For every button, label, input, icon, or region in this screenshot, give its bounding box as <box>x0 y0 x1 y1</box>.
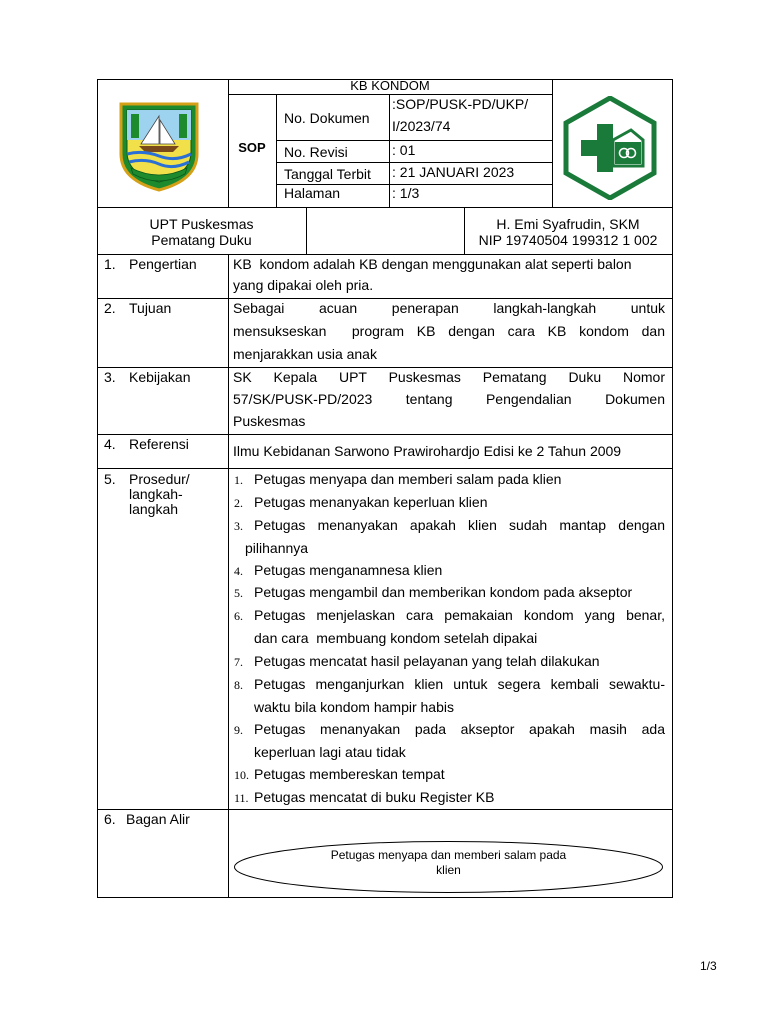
section-label: Prosedur/ <box>129 471 190 487</box>
issue-date-label: Tanggal Terbit <box>284 166 371 182</box>
section-text: mensukseskan program KB dengan cara KB kondom dan <box>233 323 665 339</box>
step-number: 5. <box>234 586 243 600</box>
doc-number-value: :SOP/PUSK-PD/UKP/ <box>392 96 529 112</box>
step-text: Petugas menanyakan apakah klien sudah mantap dengan <box>254 517 665 533</box>
step-number: 9. <box>234 723 243 737</box>
step-text: Petugas mengambil dan memberikan kondom pada akseptor <box>254 584 633 600</box>
section-label: Kebijakan <box>129 369 191 385</box>
section-number: 2. <box>104 300 116 316</box>
step-text: Petugas menganjurkan klien untuk segera kembali sewaktu- <box>254 676 665 692</box>
revision-value: : 01 <box>392 142 416 158</box>
section-number: 1. <box>104 256 116 272</box>
puskesmas-logo <box>563 96 657 200</box>
step-text: pilihannya <box>245 540 309 556</box>
section-text: KB kondom adalah KB dengan menggunakan alat seperti balon <box>233 256 632 272</box>
step-number: 4. <box>234 564 243 578</box>
revision-label: No. Revisi <box>284 144 348 160</box>
section-number: 5. <box>104 471 116 487</box>
section-label: Referensi <box>129 436 189 452</box>
section-text: Sebagai acuan penerapan langkah-langkah untuk <box>233 300 665 316</box>
signer-nip: NIP 19740504 199312 1 002 <box>478 232 658 248</box>
doc-number-label: No. Dokumen <box>284 110 370 126</box>
step-text: Petugas membereskan tempat <box>254 766 445 782</box>
step-number: 11. <box>234 791 249 805</box>
step-number: 10. <box>234 768 249 782</box>
step-text: Petugas menjelaskan cara pemakaian kondom yang benar, <box>254 607 665 623</box>
section-text: SK Kepala UPT Puskesmas Pematang Duku Nomor <box>233 369 665 385</box>
flowchart-start-node <box>233 840 664 894</box>
section-label: Bagan Alir <box>126 811 190 827</box>
section-text: Ilmu Kebidanan Sarwono Prawirohardjo Edisi ke 2 Tahun 2009 <box>233 443 622 459</box>
doc-title: KB KONDOM <box>350 78 430 93</box>
section-text: menjarakkan usia anak <box>233 346 377 362</box>
step-number: 2. <box>234 496 243 510</box>
step-number: 1. <box>234 473 243 487</box>
section-number: 3. <box>104 369 116 385</box>
org-name: UPT Puskesmas <box>149 216 254 232</box>
page-value: : 1/3 <box>392 185 420 201</box>
page-number: 1/3 <box>700 959 717 973</box>
section-text: Puskesmas <box>233 413 306 429</box>
section-label: langkah- <box>129 486 183 502</box>
section-label: Pengertian <box>129 256 197 272</box>
step-text: waktu bila kondom hampir habis <box>254 699 454 715</box>
section-text: 57/SK/PUSK-PD/2023 tentang Pengendalian Dokumen <box>233 391 665 407</box>
issue-date-value: : 21 JANUARI 2023 <box>392 164 515 180</box>
sop-label: SOP <box>238 140 266 155</box>
section-label: Tujuan <box>129 300 172 316</box>
section-number: 6. <box>104 811 116 827</box>
step-text: Petugas menanyakan keperluan klien <box>254 494 488 510</box>
section-number: 4. <box>104 436 116 452</box>
page-label: Halaman <box>284 185 341 201</box>
step-text: Petugas mencatat hasil pelayanan yang telah dilakukan <box>254 653 600 669</box>
step-number: 3. <box>234 519 243 533</box>
flowchart-node-text: klien <box>436 863 461 877</box>
step-text: keperluan lagi atau tidak <box>254 744 406 760</box>
step-text: Petugas menanyakan pada akseptor apakah masih ada <box>254 721 665 737</box>
regional-emblem-logo <box>119 102 199 192</box>
step-text: dan cara membuang kondom setelah dipakai <box>254 630 538 646</box>
section-label: langkah <box>129 501 179 517</box>
org-location: Pematang Duku <box>151 232 252 248</box>
doc-number-value-line2: I/2023/74 <box>392 118 451 134</box>
flowchart-node-text: Petugas menyapa dan memberi salam pada <box>330 848 567 862</box>
step-number: 6. <box>234 609 243 623</box>
step-text: Petugas menganamnesa klien <box>254 562 443 578</box>
step-text: Petugas menyapa dan memberi salam pada klien <box>254 471 562 487</box>
step-number: 7. <box>234 655 243 669</box>
step-text: Petugas mencatat di buku Register KB <box>254 789 495 805</box>
section-text: yang dipakai oleh pria. <box>233 277 374 293</box>
signer-name: H. Emi Syafrudin, SKM <box>496 216 640 232</box>
step-number: 8. <box>234 678 243 692</box>
